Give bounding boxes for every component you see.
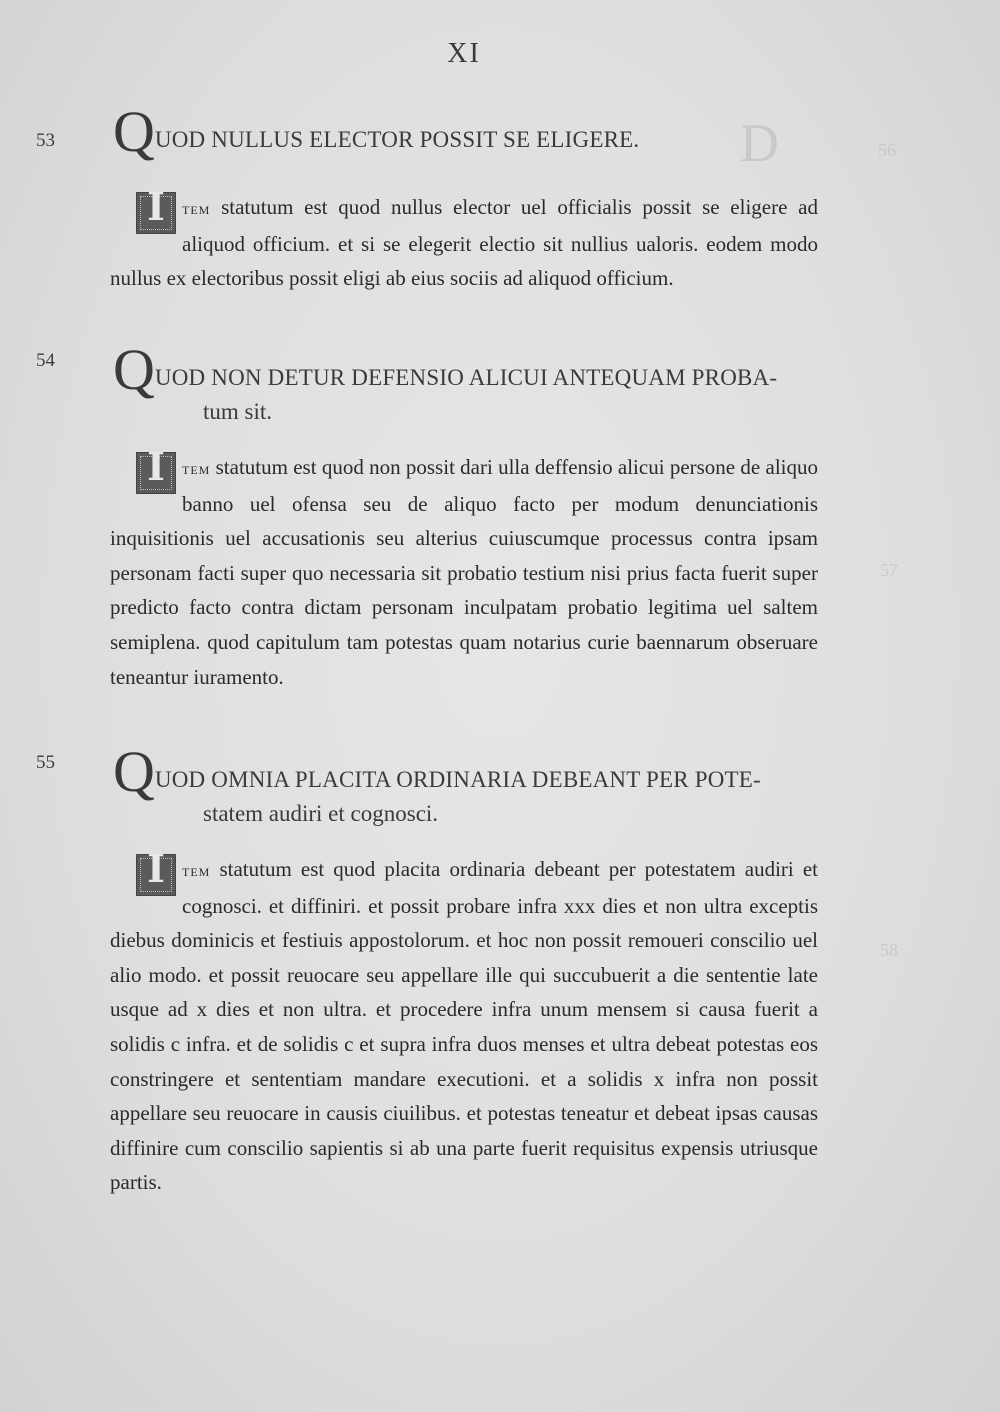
show-through-text: 57 [880,560,898,580]
show-through-text: 56 [878,140,896,160]
show-through-text: D [740,113,779,173]
section-heading [113,739,823,831]
section-number: 54 [36,350,55,371]
heading-initial: Q [113,337,155,402]
section-heading [113,99,823,164]
decorated-initial-letter: I [147,184,165,229]
body-text: statutum est quod placita ordinaria debeant per potestatem audiri et cognosci. et diffiniri. et possit probare infra xxx dies et non ultra exceptis diebus dominicis et festiuis appostolorum. et hoc non possit remoueri conscilio uel alio modo. et possit reuocare seu appellare ille qui succubuerit a die sententie late usque ad x dies et non ultra. et procedere infra unum mensem si causa fuerit a solidis c infra. et de solidis c et supra infra duos menses et ultra debeat potestas eos constringere et sententiam mandare executioni. et a solidis x infra non possit appellare seu reuocare in causis ciuilibus. et potestas teneatur et debeat ipsas causas diffinire cum conscilio sapientis si ab una parte fuerit requisitus expensis utriusque partis. [110,857,818,1195]
heading-initial: Q [113,99,155,164]
body-text: statutum est quod non possit dari ulla deffensio alicui persone de aliquo banno uel ofensa seu de aliquo facto per modum denunciationis inquisitionis uel accusationis seu alterius cuiuscumque processus contra ipsam personam facti super quo necessaria sit probatio testium nisi prius facta fuerit super predicto facto contra dictam personam inculpatam probatio legitima uel saltem semiplena. quod capitulum tam potestas quam notarius curie baennarum obseruare teneantur iuramento. [110,455,818,689]
heading-continuation: tum sit. [203,399,273,424]
body-lead: tem [182,199,211,218]
decorated-initial [136,184,176,234]
decorated-initial-letter: I [147,444,165,489]
section-heading [113,337,823,429]
section-number: 55 [36,752,55,773]
show-through-text: 58 [880,940,898,960]
section-body [110,846,818,1200]
heading-initial: Q [113,739,155,804]
decorated-initial [136,846,176,896]
heading-continuation: statem audiri et cognosci. [203,801,439,826]
section-body [110,444,818,694]
body-lead: tem [182,459,211,478]
body-text: statutum est quod nullus elector uel officialis possit se eligere ad aliquod officium. et si se elegerit electio sit nullius ualoris. eodem modo nullus ex electoribus possit eligi ab eius sociis ad aliquod officium. [110,195,818,291]
heading-text: UOD NULLUS ELECTOR POSSIT SE ELIGERE. [154,127,640,152]
section-number: 53 [36,130,55,151]
page-number: XI [447,38,481,69]
heading-text: UOD NON DETUR DEFENSIO ALICUI ANTEQUAM PROBA- [154,365,778,390]
body-lead: tem [182,861,211,880]
heading-text: UOD OMNIA PLACITA ORDINARIA DEBEANT PER POTE- [154,767,761,792]
decorated-initial [136,444,176,494]
decorated-initial-letter: I [147,846,165,891]
section-body [110,184,818,296]
